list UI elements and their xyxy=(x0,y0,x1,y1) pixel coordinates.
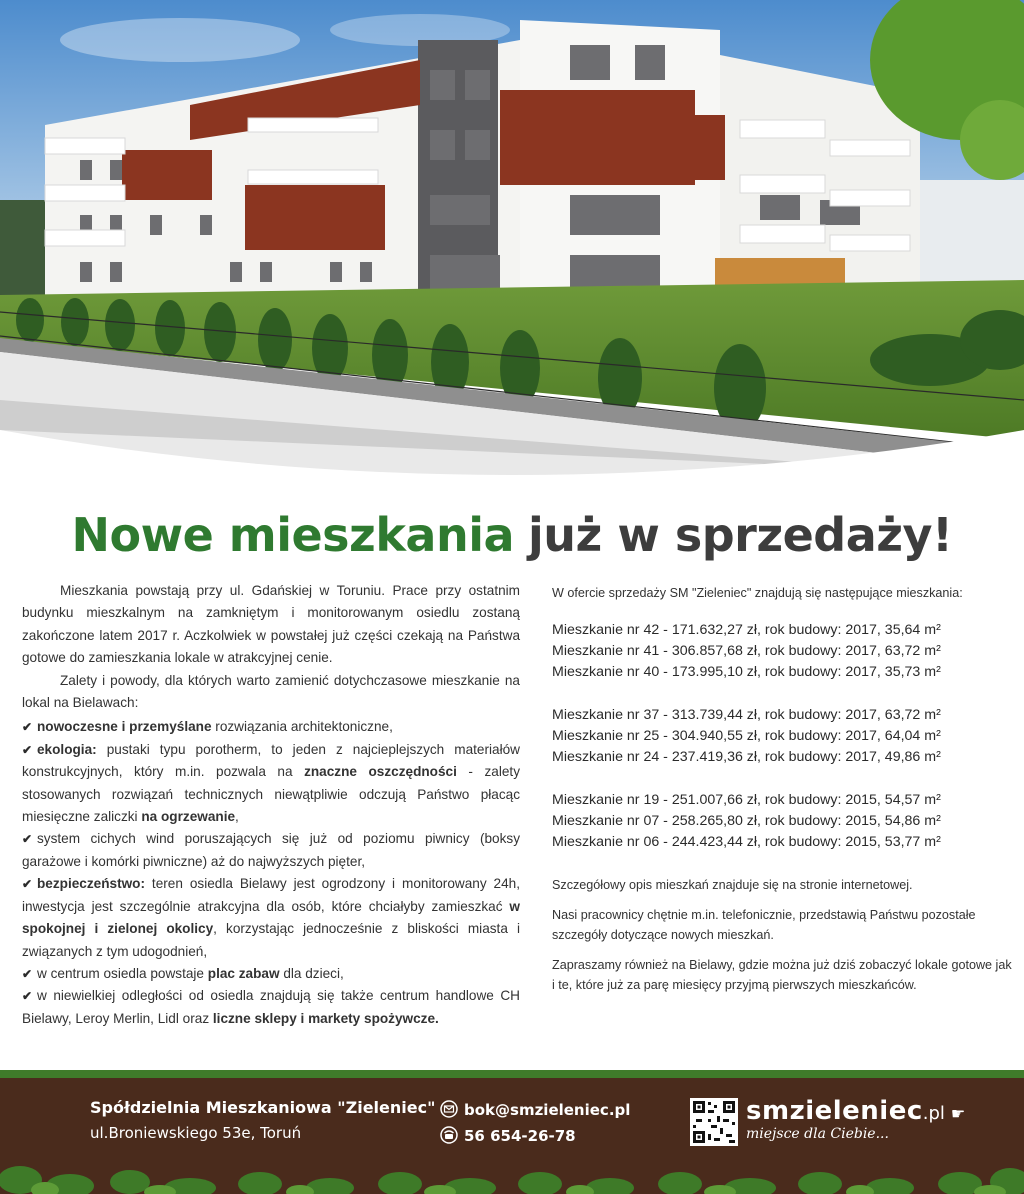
item-text: pustaki typu porotherm, to jeden z najcieplejszych materiałów konstrukcyjnych, który m.in. pozwala na xyxy=(22,741,520,780)
headline xyxy=(0,508,1024,562)
email-link[interactable] xyxy=(440,1100,630,1119)
item-text: teren osiedla Bielawy jest ogrodzony i monitorowany 24h, inwestycja jest szczególnie atrakcyjna dla osób, które chciałyby zamieszkać xyxy=(22,876,520,914)
intro-paragraph: Mieszkania powstają przy ul. Gdańskiej w Toruniu. Prace przy ostatnim budynku mieszkalnym na zamkniętym i monitorowanym osiedlu zostaną zakończone latem 2017 r. Aczkolwiek w powstałej już części czekają na Państwa gotowe do zamieszkania lokale w atrakcyjnej cenie. xyxy=(22,583,520,666)
item-text: w centrum osiedla powstaje xyxy=(37,965,208,981)
apartment-line: Mieszkanie nr 07 - 258.265,80 zł, rok budowy: 2015, 54,86 m² xyxy=(552,813,941,829)
apartment-group xyxy=(552,790,1012,853)
advantages-list xyxy=(22,716,520,1030)
footer-stripe xyxy=(0,1070,1024,1078)
phone-text: 56 654-26-78 xyxy=(464,1127,576,1145)
list-item xyxy=(22,739,520,829)
organization-name: Spółdzielnia Mieszkaniowa "Zieleniec" xyxy=(90,1098,436,1117)
email-text: bok@smzieleniec.pl xyxy=(464,1101,631,1119)
list-item xyxy=(22,963,520,985)
building-illustration xyxy=(0,0,1024,500)
list-item xyxy=(22,985,520,1030)
checkmark-icon: ✔ xyxy=(22,966,33,981)
leaves-decoration xyxy=(0,1150,1024,1194)
info-staff: Nasi pracownicy chętnie m.in. telefonicznie, przedstawią Państwu pozostałe szczegóły dotyczące nowych mieszkań. xyxy=(552,908,976,942)
item-bold: na ogrzewanie xyxy=(141,809,236,825)
item-bold: liczne sklepy i markety spożywcze. xyxy=(212,1010,439,1026)
item-text: - zalety stosowanych rozwiązań technicznych niewątpliwie odczują Państwo płacąc miesięczne zaliczki xyxy=(22,764,521,825)
apartment-line: Mieszkanie nr 42 - 171.632,27 zł, rok budowy: 2017, 35,64 m² xyxy=(552,622,941,638)
apartment-line: Mieszkanie nr 40 - 173.995,10 zł, rok budowy: 2017, 35,73 m² xyxy=(552,664,941,680)
brand-slogan: miejsce dla Ciebie... xyxy=(746,1126,889,1142)
offer-intro: W ofercie sprzedaży SM "Zieleniec" znajdują się następujące mieszkania: xyxy=(552,586,963,600)
phone-icon xyxy=(440,1126,458,1144)
apartment-line: Mieszkanie nr 19 - 251.007,66 zł, rok budowy: 2015, 54,57 m² xyxy=(552,792,941,808)
item-bold: w spokojnej i zielonej okolicy xyxy=(22,898,520,937)
apartment-line: Mieszkanie nr 24 - 237.419,36 zł, rok budowy: 2017, 49,86 m² xyxy=(552,749,941,765)
item-bold: znaczne oszczędności xyxy=(304,764,457,780)
info-invite: Zapraszamy również na Bielawy, gdzie można już dziś zobaczyć lokale gotowe jak i te, które już za parę miesięcy przyjmą pierwszych mieszkańców. xyxy=(552,958,1012,992)
email-icon xyxy=(440,1100,458,1118)
qr-code[interactable] xyxy=(690,1098,738,1146)
apartment-line: Mieszkanie nr 41 - 306.857,68 zł, rok budowy: 2017, 63,72 m² xyxy=(552,643,941,659)
apartment-group xyxy=(552,705,1012,768)
apartment-group xyxy=(552,620,1012,683)
right-column xyxy=(552,582,1012,1005)
item-text: rozwiązania architektoniczne, xyxy=(211,719,393,735)
pointer-hand-icon: ☛ xyxy=(950,1104,966,1123)
checkmark-icon: ✔ xyxy=(22,877,33,892)
checkmark-icon: ✔ xyxy=(22,989,33,1004)
apartment-line: Mieszkanie nr 37 - 313.739,44 zł, rok budowy: 2017, 63,72 m² xyxy=(552,707,941,723)
item-text: , xyxy=(235,809,239,825)
item-text: dla dzieci, xyxy=(279,965,344,981)
item-bold: bezpieczeństwo: xyxy=(37,876,146,892)
info-details: Szczegółowy opis mieszkań znajduje się na stronie internetowej. xyxy=(552,878,913,892)
item-text: system cichych wind poruszających się już od poziomu piwnicy (boksy garażowe i komórki piwniczne) aż do najwyższych pięter, xyxy=(22,831,520,869)
item-bold: plac zabaw xyxy=(207,965,280,981)
headline-part1: Nowe mieszkania xyxy=(71,508,515,562)
item-bold: nowoczesne i przemyślane xyxy=(37,719,212,735)
organization-address: ul.Broniewskiego 53e, Toruń xyxy=(90,1124,302,1142)
headline-part2: już w sprzedaży! xyxy=(528,508,953,562)
brand-logo[interactable] xyxy=(746,1096,965,1142)
reasons-paragraph: Zalety i powody, dla których warto zamienić dotychczasowe mieszkanie na lokal na Bielawach: xyxy=(22,672,520,711)
item-text: , korzystając jednocześnie z bliskości miasta i związanych z tym udogodnień, xyxy=(22,921,520,959)
checkmark-icon: ✔ xyxy=(22,742,33,757)
left-column xyxy=(22,580,520,1030)
list-item xyxy=(22,873,520,963)
checkmark-icon: ✔ xyxy=(22,832,33,847)
list-item xyxy=(22,716,520,738)
list-item xyxy=(22,828,520,873)
apartment-line: Mieszkanie nr 25 - 304.940,55 zł, rok budowy: 2017, 64,04 m² xyxy=(552,728,941,744)
apartment-line: Mieszkanie nr 06 - 244.423,44 zł, rok budowy: 2015, 53,77 m² xyxy=(552,834,941,850)
phone-link[interactable] xyxy=(440,1126,576,1145)
item-bold: ekologia: xyxy=(37,741,97,757)
checkmark-icon: ✔ xyxy=(22,720,33,735)
brand-name: smzieleniec xyxy=(746,1096,923,1126)
brand-tld: .pl xyxy=(922,1103,945,1124)
item-text: w niewielkiej odległości od osiedla znajdują się także centrum handlowe CH Bielawy, Leroy Merlin, Lidl oraz xyxy=(22,988,520,1026)
